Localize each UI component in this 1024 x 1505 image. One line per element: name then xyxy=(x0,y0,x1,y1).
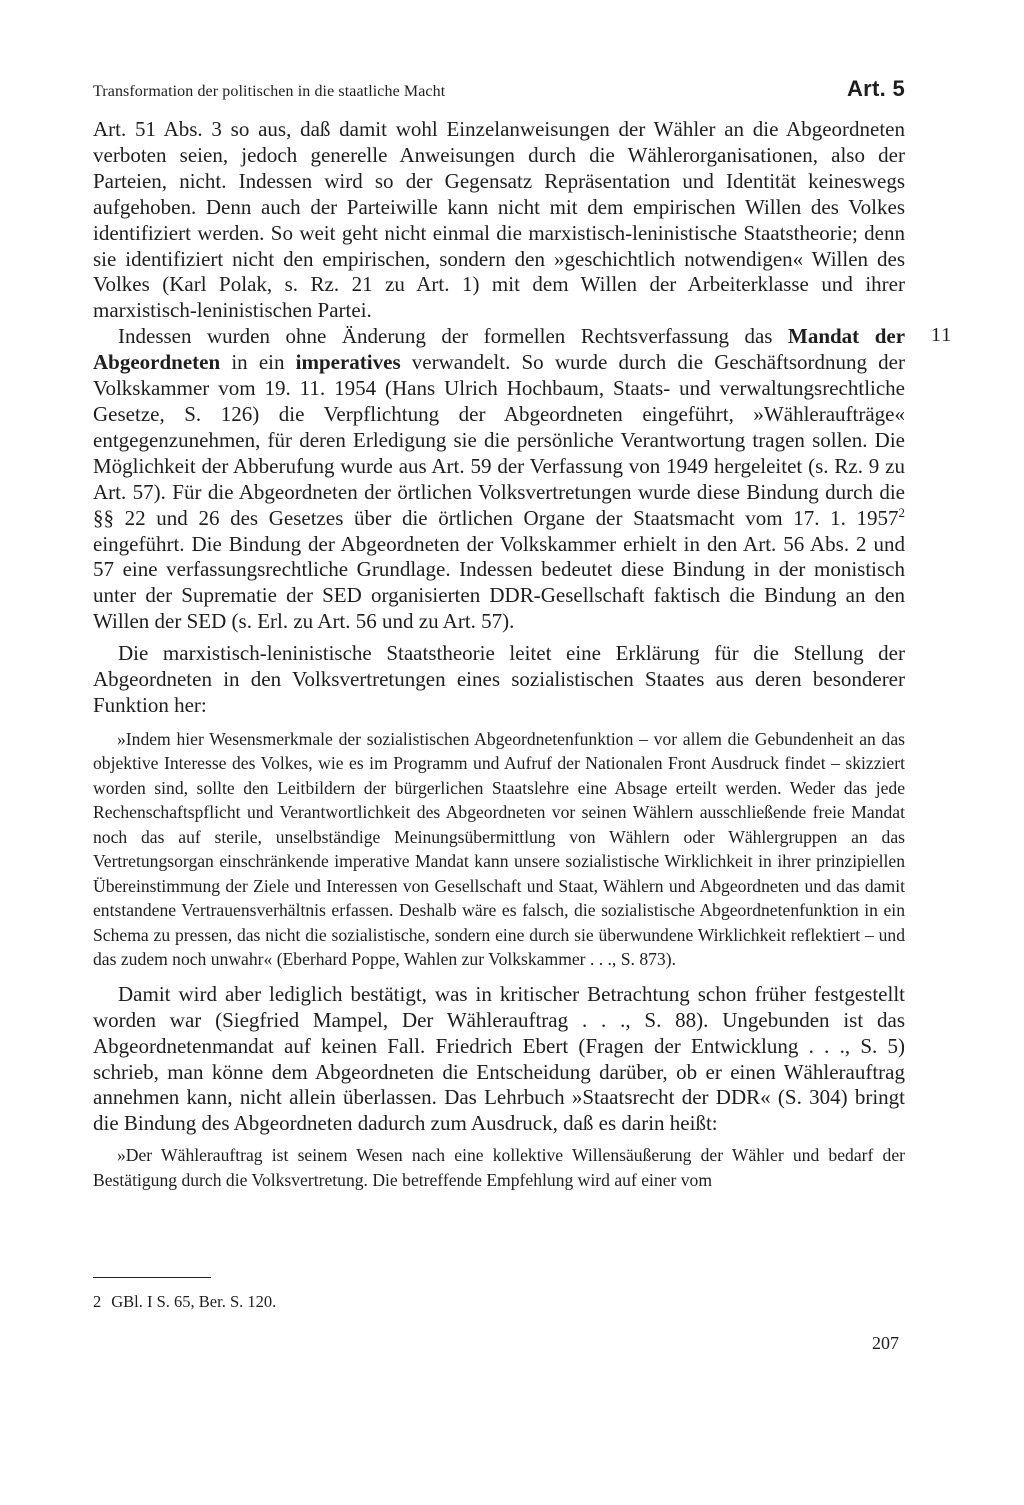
article-label: Art. 5 xyxy=(846,76,905,101)
running-head xyxy=(93,76,905,102)
p2-bold-imperatives: imperatives xyxy=(295,350,401,375)
paragraph-3: Die marxistisch-leninistische Staatstheorie leitet eine Erklärung für die Stellung der Abgeordneten in den Volksvertretungen eines sozialistischen Staates aus deren besonderer Funktion her: xyxy=(93,641,905,717)
paragraph-2 xyxy=(93,324,905,635)
p2-mid: in ein xyxy=(231,350,285,375)
footnote-rule xyxy=(93,1277,211,1278)
margin-number: 11 xyxy=(931,324,953,347)
page-number: 207 xyxy=(872,1333,899,1353)
paragraph-1: Art. 51 Abs. 3 so aus, daß damit wohl Einzelanweisungen der Wähler an die Abgeordneten verboten seien, jedoch generelle Anweisungen durch die Wählerorganisationen, also der Parteien, nicht. Indessen wird so der Gegensatz Repräsentation und Identität keineswegs aufgehoben. Denn auch der Parteiwille kann nicht mit dem empirischen Willen des Volkes identifiziert werden. So weit geht nicht einmal die marxistisch-leninistische Staatstheorie; denn sie identifiziert nicht den empirischen, sondern den »geschichtlich notwendigen« Willen des Volkes (Karl Polak, s. Rz. 21 zu Art. 1) mit dem Willen der Arbeiterklasse und ihrer marxistisch-leninistischen Partei. xyxy=(93,117,905,323)
footnote-text: GBl. I S. 65, Ber. S. 120. xyxy=(111,1292,277,1311)
p2-rest-b: eingeführt. Die Bindung der Abgeordneten der Volkskammer erhielt in den Art. 56 Abs. 2 und 57 eine verfassungsrechtliche Grundlage. Indessen bedeutet diese Bindung in der monistisch unter der Suprematie der SED organisierten DDR-Gesellschaft faktisch die Bindung an den Willen der SED (s. Erl. zu Art. 56 und zu Art. 57). xyxy=(93,531,905,634)
footnote xyxy=(93,1292,276,1312)
running-title: Transformation der politischen in die staatliche Macht xyxy=(93,83,446,100)
body-text xyxy=(93,117,953,1192)
paragraph-2-wrap xyxy=(93,324,953,635)
block-quote-1: »Indem hier Wesensmerkmale der sozialistischen Abgeordnetenfunktion – vor allem die Gebundenheit an das objektive Interesse des Volkes, wie es im Programm und Aufruf der Nationalen Front Ausdruck findet – skizziert worden sind, sollte den Leitbildern der bürgerlichen Staatslehre eine Absage erteilt werden. Weder das jede Rechenschaftspflicht und Verantwortlichkeit des Abgeordneten vor seinen Wählern ausschließende freie Mandat noch das auf sterile, unselbständige Meinungsübermittlung von Wählern oder Wählergruppen an das Vertretungsorgan einschränkende imperative Mandat kann unsere sozialistische Wirklichkeit in ihrer prinzipiellen Übereinstimmung der Ziele und Interessen von Gesellschaft und Staat, Wählern und Abgeordneten und das damit entstandene Vertrauensverhältnis erfassen. Deshalb wäre es falsch, die sozialistische Abgeordnetenfunktion in ein Schema zu pressen, das nicht die sozialistische, sondern eine durch sie überwundene Wirklichkeit reflektiert – und das zudem noch unwahr« (Eberhard Poppe, Wahlen zur Volkskammer . . ., S. 873). xyxy=(93,728,905,970)
p2-rest-a: verwandelt. So wurde durch die Geschäftsordnung der Volkskammer vom 19. 11. 1954 (Hans Ulrich Hochbaum, Staats- und verwaltungsrechtliche Gesetze, S. 126) die Verpflichtung der Abgeordneten eingeführt, »Wähleraufträge« entgegenzunehmen, für deren Erledigung sie die persönliche Verantwortung tragen sollen. Die Möglichkeit der Abberufung wurde aus Art. 59 der Verfassung von 1949 hergeleitet (s. Rz. 9 zu Art. 57). Für die Abgeordneten der örtlichen Volksvertretungen wurde diese Bindung durch die §§ 22 und 26 des Gesetzes über die örtlichen Organe der Staatsmacht vom 17. 1. 1957 xyxy=(93,350,905,530)
paragraph-4: Damit wird aber lediglich bestätigt, was in kritischer Betrachtung schon früher festgestellt worden war (Siegfried Mampel, Der Wählerauftrag . . ., S. 88). Ungebunden ist das Abgeordnetenmandat auf keinen Fall. Friedrich Ebert (Fragen der Entwicklung . . ., S. 5) schrieb, man könne dem Abgeordneten die Entscheidung darüber, ob er einen Wählerauftrag annehmen kann, nicht allein überlassen. Das Lehrbuch »Staatsrecht der DDR« (S. 304) bringt die Bindung des Abgeordneten dadurch zum Ausdruck, daß es darin heißt: xyxy=(93,981,905,1136)
block-quote-2: »Der Wählerauftrag ist seinem Wesen nach eine kollektive Willensäußerung der Wähler und bedarf der Bestätigung durch die Volksvertretung. Die betreffende Empfehlung wird auf einer vom xyxy=(93,1145,905,1190)
footnote-ref: 2 xyxy=(898,504,905,520)
p2-bold-mandat: Mandat der Abgeordneten xyxy=(93,324,906,375)
footnote-number: 2 xyxy=(93,1292,102,1311)
p2-intro: Indessen wurden ohne Änderung der formellen Rechtsverfassung das xyxy=(118,324,773,349)
